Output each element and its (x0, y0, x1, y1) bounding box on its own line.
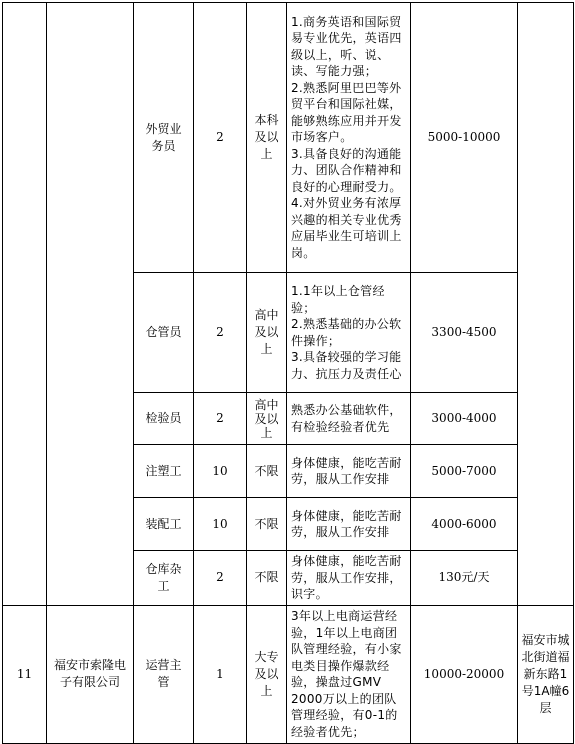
education-cell: 不限 (247, 498, 287, 551)
company-cell (47, 3, 134, 606)
row-number-cell: 11 (3, 605, 47, 743)
education-cell: 高中 及以 上 (247, 273, 287, 393)
recruitment-table (2, 2, 574, 744)
headcount-cell: 2 (194, 393, 247, 445)
requirements-cell: 身体健康，能吃苦耐劳，服从工作安排 (287, 498, 411, 551)
requirements-cell: 身体健康，能吃苦耐劳，服从工作安排，识字。 (287, 551, 411, 606)
position-cell: 运营主 管 (134, 605, 194, 743)
address-cell (518, 3, 574, 606)
headcount-cell: 2 (194, 273, 247, 393)
education-cell: 高中 及以 上 (247, 393, 287, 445)
salary-cell: 10000-20000 (411, 605, 518, 743)
education-cell: 不限 (247, 551, 287, 606)
salary-cell: 3000-4000 (411, 393, 518, 445)
position-cell: 仓库杂 工 (134, 551, 194, 606)
education-cell: 大专 及以 上 (247, 605, 287, 743)
position-cell: 装配工 (134, 498, 194, 551)
requirements-cell: 1.商务英语和国际贸易专业优先，英语四级以上，听、说、读、写能力强； 2.熟悉阿里巴巴等外贸平台和国际社媒，能够熟练应用并开发市场客户。 3.具备良好的沟通能力、团队合作精神和良好的心理耐受力。 4.对外贸业务有浓厚兴趣的相关专业优秀应届毕业生可培训上岗。 (287, 3, 411, 273)
salary-cell: 3300-4500 (411, 273, 518, 393)
salary-cell: 5000-10000 (411, 3, 518, 273)
requirements-cell: 身体健康，能吃苦耐劳，服从工作安排 (287, 445, 411, 498)
headcount-cell: 2 (194, 551, 247, 606)
headcount-cell: 10 (194, 445, 247, 498)
address-cell: 福安市城北街道福新东路1号1A幢6层 (518, 605, 574, 743)
headcount-cell: 2 (194, 3, 247, 273)
headcount-cell: 10 (194, 498, 247, 551)
table-row (3, 3, 574, 273)
company-cell: 福安市索隆电子有限公司 (47, 605, 134, 743)
requirements-cell: 1.1年以上仓管经验； 2.熟悉基础的办公软件操作； 3.具备较强的学习能力、抗压力及责任心 (287, 273, 411, 393)
requirements-cell: 3年以上电商运营经验，1年以上电商团队管理经验，有小家电类目操作爆款经验，操盘过GMV 2000万以上的团队管理经验，有0-1的经验者优先； (287, 605, 411, 743)
salary-cell: 130元/天 (411, 551, 518, 606)
position-cell: 注塑工 (134, 445, 194, 498)
position-cell: 检验员 (134, 393, 194, 445)
headcount-cell: 1 (194, 605, 247, 743)
position-cell: 外贸业 务员 (134, 3, 194, 273)
row-number-cell (3, 3, 47, 606)
education-cell: 不限 (247, 445, 287, 498)
table-row (3, 605, 574, 743)
education-cell: 本科 及以 上 (247, 3, 287, 273)
salary-cell: 4000-6000 (411, 498, 518, 551)
requirements-cell: 熟悉办公基础软件，有检验经验者优先 (287, 393, 411, 445)
salary-cell: 5000-7000 (411, 445, 518, 498)
position-cell: 仓管员 (134, 273, 194, 393)
